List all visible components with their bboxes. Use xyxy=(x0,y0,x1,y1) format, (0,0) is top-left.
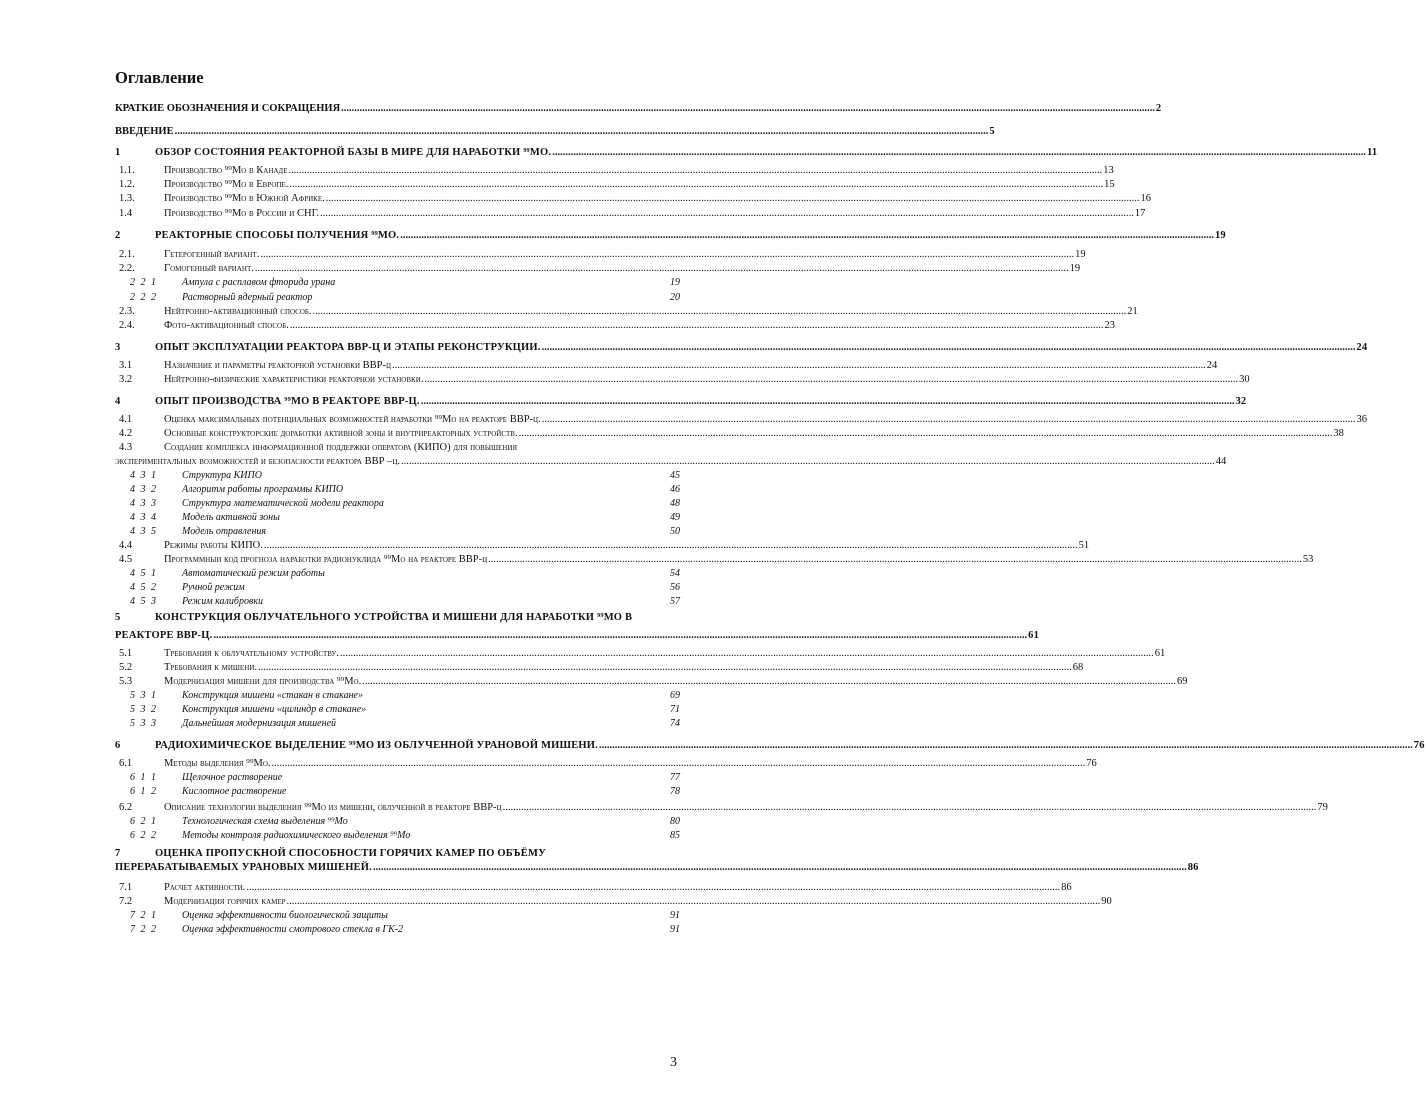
toc-entry-page: 76 xyxy=(1086,758,1097,769)
toc-entry-page: 51 xyxy=(1078,540,1090,551)
toc-entry-title: экспериментальных возможностей и безопасности реактора ВВР –ц. xyxy=(115,456,400,467)
toc-entry-number: 6 2 2 xyxy=(130,830,158,841)
toc-entry-page: 56 xyxy=(670,582,680,593)
toc-entry-title: Создание комплекса информационной поддержки оператора (КИПО) для повышения xyxy=(164,442,518,453)
toc-entry-number: 6 1 1 xyxy=(130,772,158,783)
toc-entry-title: Программныи код прогноза наработки радионуклида ⁹⁹Мо на реакторе ВВР-ц xyxy=(164,554,488,565)
toc-entry-number: 7 2 1 xyxy=(130,910,158,921)
toc-entry-number: 7 2 2 xyxy=(130,924,158,935)
toc-entry-number: 2 2 1 xyxy=(130,277,158,288)
toc-entry[interactable] xyxy=(115,772,680,783)
toc-entry-title: Алгоритм работы программы КИПО xyxy=(182,484,344,495)
toc-entry[interactable] xyxy=(115,526,680,537)
leader-dots xyxy=(213,630,1027,642)
leader-dots xyxy=(290,320,1104,332)
toc-entry-title: Нейтронно-физические характеристики реакторнои установки. xyxy=(164,374,424,385)
toc-entry-number: 4 5 3 xyxy=(130,596,158,607)
toc-title: Оглавление xyxy=(115,68,204,87)
toc-entry-title: РАДИОХИМИЧЕСКОЕ ВЫДЕЛЕНИЕ ⁹⁹МО ИЗ ОБЛУЧЕННОЙ УРАНОВОЙ МИШЕНИ. xyxy=(155,740,598,751)
toc-entry-page: 57 xyxy=(670,596,680,607)
toc-entry[interactable] xyxy=(115,662,1084,674)
toc-entry-page: 11 xyxy=(1366,147,1378,158)
toc-entry-page: 32 xyxy=(1235,396,1247,407)
toc-entry-page: 24 xyxy=(1206,360,1218,371)
toc-entry-number: 6 2 1 xyxy=(130,816,158,827)
leader-dots xyxy=(542,414,1356,426)
toc-entry-number: 6 xyxy=(115,740,121,751)
toc-entry[interactable] xyxy=(115,758,1097,770)
page-number: 3 xyxy=(670,1055,677,1070)
toc-entry-title: Оценка максимальных потенциальных возможностей наработки ⁹⁹Мо на реакторе ВВР-ц. xyxy=(164,414,541,425)
toc-entry-title: Оценка эффективности биологической защиты xyxy=(182,910,388,921)
toc-entry-title: Методы контроля радиохимического выделения ⁹⁹Мо xyxy=(182,830,411,841)
toc-entry-page: 45 xyxy=(670,470,680,481)
toc-entry-page: 61 xyxy=(1028,630,1040,641)
toc-entry-title: РЕАКТОРНЫЕ СПОСОБЫ ПОЛУЧЕНИЯ ⁹⁹МО. xyxy=(155,230,400,241)
toc-entry[interactable] xyxy=(115,498,680,509)
leader-dots xyxy=(264,540,1078,552)
toc-entry-page: 13 xyxy=(1103,165,1114,176)
toc-entry[interactable] xyxy=(115,179,1115,191)
toc-entry-title: КРАТКИЕ ОБОЗНАЧЕНИЯ И СОКРАЩЕНИЯ xyxy=(115,103,341,114)
toc-entry-title: Щелочное растворение xyxy=(182,772,283,783)
toc-entry-number: 7.1 xyxy=(119,882,133,893)
toc-entry-title: ОПЫТ ПРОИЗВОДСТВА ⁹⁹МО В РЕАКТОРЕ ВВР-Ц. xyxy=(155,396,420,407)
toc-entry-page: 80 xyxy=(670,816,680,827)
toc-entry-page: 17 xyxy=(1134,208,1146,219)
leader-dots xyxy=(340,648,1154,660)
toc-entry-title: Модель отравления xyxy=(182,526,267,537)
toc-entry-number: 4 3 2 xyxy=(130,484,158,495)
toc-entry-page: 30 xyxy=(1239,374,1250,385)
toc-entry-title: Модель активной зоны xyxy=(182,512,280,523)
toc-entry-title: Назначение и параметры реакторной установки ВВР-ц xyxy=(164,360,392,371)
toc-entry-page: 86 xyxy=(1061,882,1072,893)
toc-entry-page: 54 xyxy=(670,568,680,579)
leader-dots xyxy=(255,263,1069,275)
toc-entry-title: Режим калибровки xyxy=(182,596,263,607)
leader-dots xyxy=(313,306,1127,318)
toc-entry-title: Требования к облучательному устройству. xyxy=(164,648,339,659)
leader-dots xyxy=(401,456,1215,468)
toc-entry-title: Гетерогенный вариант. xyxy=(164,249,260,260)
leader-dots xyxy=(272,758,1086,770)
leader-dots xyxy=(288,165,1102,177)
toc-entry[interactable] xyxy=(115,862,1199,874)
toc-entry-page: 19 xyxy=(1214,230,1226,241)
toc-entry-number: 7 xyxy=(115,848,121,859)
toc-entry-number: 4.5 xyxy=(119,554,133,565)
toc-entry-number: 4 3 1 xyxy=(130,470,158,481)
toc-entry-page: 90 xyxy=(1101,896,1112,907)
toc-entry-page: 69 xyxy=(1176,676,1188,687)
toc-entry-number: 6.2 xyxy=(119,802,133,813)
toc-entry-title: Нейтронно-активационный способ. xyxy=(164,306,312,317)
toc-entry[interactable] xyxy=(115,718,680,729)
toc-entry-title: Режимы работы КИПО. xyxy=(164,540,263,551)
toc-entry-number: 4 3 3 xyxy=(130,498,158,509)
toc-entry-title: ОЦЕНКА ПРОПУСКНОЙ СПОСОБНОСТИ ГОРЯЧИХ КАМЕР ПО ОБЪЁМУ xyxy=(155,848,546,859)
toc-entry[interactable] xyxy=(115,193,1151,205)
toc-entry-number: 1.3. xyxy=(119,193,135,204)
toc-entry[interactable] xyxy=(115,342,1368,354)
leader-dots xyxy=(424,374,1238,386)
toc-entry-title: Структура математической модели реактора xyxy=(182,498,384,509)
toc-entry-page: 49 xyxy=(670,512,680,523)
toc-entry-number: 4 3 5 xyxy=(130,526,158,537)
leader-dots xyxy=(373,862,1187,874)
toc-entry[interactable] xyxy=(115,374,1250,386)
toc-entry-title: Методы выделения ⁹⁹Мо. xyxy=(164,758,271,769)
toc-entry[interactable] xyxy=(115,230,1226,242)
toc-entry-title: Требования к мишени. xyxy=(164,662,257,673)
toc-entry[interactable] xyxy=(115,428,1344,440)
toc-entry[interactable] xyxy=(115,740,1425,752)
toc-entry[interactable] xyxy=(115,126,995,138)
toc-entry-page: 76 xyxy=(1413,740,1425,751)
toc-entry[interactable] xyxy=(115,249,1086,261)
toc-entry-page: 5 xyxy=(989,126,995,137)
toc-entry-title: Производство ⁹⁹Мо в России и СНГ. xyxy=(164,208,320,219)
toc-entry-number: 4.2 xyxy=(119,428,133,439)
leader-dots xyxy=(260,249,1074,261)
leader-dots xyxy=(542,342,1356,354)
toc-entry-title: КОНСТРУКЦИЯ ОБЛУЧАТЕЛЬНОГО УСТРОЙСТВА И МИШЕНИ ДЛЯ НАРАБОТКИ ⁹⁹МО В xyxy=(155,612,633,623)
toc-entry-number: 3.1 xyxy=(119,360,133,371)
toc-entry-number: 5 3 2 xyxy=(130,704,158,715)
toc-entry[interactable] xyxy=(115,360,1218,372)
toc-entry-title: Конструкция мишени «цилиндр в стакане» xyxy=(182,704,367,715)
toc-entry-page: 2 xyxy=(1155,103,1162,114)
toc-entry-page: 19 xyxy=(1069,263,1081,274)
toc-entry-number: 4.1 xyxy=(119,414,133,425)
toc-entry-number: 5.2 xyxy=(119,662,133,673)
toc-entry[interactable] xyxy=(115,165,1114,177)
leader-dots xyxy=(326,193,1140,205)
toc-entry[interactable] xyxy=(115,484,680,495)
toc-entry-number: 4 3 4 xyxy=(130,512,158,523)
toc-entry[interactable] xyxy=(115,612,680,624)
toc-entry-page: 15 xyxy=(1104,179,1115,190)
toc-entry-title: Ампула с расплавом фторида урана xyxy=(182,277,336,288)
toc-entry-title: Оценка эффективности смотрового стекла в ГК-2 xyxy=(182,924,404,935)
toc-entry-number: 1.2. xyxy=(119,179,135,190)
toc-entry[interactable] xyxy=(115,568,680,579)
toc-entry-title: Конструкция мишени «стакан в стакане» xyxy=(182,690,363,701)
toc-entry[interactable] xyxy=(115,263,1081,275)
toc-entry-number: 1.4 xyxy=(119,208,133,219)
toc-entry[interactable] xyxy=(115,396,1247,408)
toc-entry-number: 2 xyxy=(115,230,121,241)
toc-entry[interactable] xyxy=(115,630,1040,642)
toc-entry-title: ВВЕДЕНИЕ xyxy=(115,126,174,137)
toc-entry[interactable] xyxy=(115,277,680,288)
leader-dots xyxy=(599,740,1413,752)
toc-entry-title: Модернизация мишени для производства ⁹⁹Мо. xyxy=(164,676,362,687)
toc-entry-title: Гомогенный вариант. xyxy=(164,263,254,274)
leader-dots xyxy=(519,428,1333,440)
toc-entry[interactable] xyxy=(115,208,1146,220)
toc-entry-page: 77 xyxy=(670,772,680,783)
toc-entry[interactable] xyxy=(115,924,680,935)
toc-entry-number: 3.2 xyxy=(119,374,133,385)
toc-entry-title: Описание технологии выделения ⁹⁹Мо из мишени, облученной в реакторе ВВР-ц xyxy=(164,802,502,813)
toc-entry-title: Модернизация горячих камер xyxy=(164,896,286,907)
toc-entry[interactable] xyxy=(115,848,680,860)
toc-entry-number: 4.3 xyxy=(119,442,133,453)
toc-entry-page: 19 xyxy=(1075,249,1086,260)
toc-entry-title: ПЕРЕРАБАТЫВАЕМЫХ УРАНОВЫХ МИШЕНЕЙ. xyxy=(115,862,372,873)
toc-entry[interactable] xyxy=(115,147,1378,159)
toc-entry-number: 2.1. xyxy=(119,249,135,260)
toc-entry-page: 53 xyxy=(1302,554,1314,565)
toc-entry[interactable] xyxy=(115,442,680,454)
toc-entry[interactable] xyxy=(115,676,1188,688)
leader-dots xyxy=(341,103,1155,115)
toc-entry-title: Расчет активности. xyxy=(164,882,246,893)
toc-entry-page: 50 xyxy=(670,526,680,537)
toc-entry-page: 38 xyxy=(1333,428,1344,439)
toc-entry-page: 36 xyxy=(1356,414,1367,425)
leader-dots xyxy=(320,208,1134,220)
toc-entry-title: Ручной режим xyxy=(182,582,245,593)
toc-entry[interactable] xyxy=(115,786,680,797)
toc-entry-page: 78 xyxy=(670,786,680,797)
leader-dots xyxy=(287,896,1101,908)
toc-entry-title: РЕАКТОРЕ ВВР-Ц. xyxy=(115,630,213,641)
toc-entry-number: 5.1 xyxy=(119,648,133,659)
leader-dots xyxy=(289,179,1103,191)
toc-entry-number: 5 xyxy=(115,612,121,623)
toc-entry[interactable] xyxy=(115,306,1138,318)
leader-dots xyxy=(503,802,1317,814)
leader-dots xyxy=(258,662,1072,674)
toc-entry-page: 19 xyxy=(670,277,680,288)
toc-entry-number: 2.4. xyxy=(119,320,135,331)
toc-entry[interactable] xyxy=(115,896,1112,908)
toc-entry[interactable] xyxy=(115,690,680,701)
toc-entry-page: 48 xyxy=(670,498,680,509)
toc-entry-number: 3 xyxy=(115,342,121,353)
toc-entry[interactable] xyxy=(115,103,1162,115)
leader-dots xyxy=(400,230,1214,242)
toc-entry[interactable] xyxy=(115,910,680,921)
toc-entry-title: Дальнейшая модернизация мишеней xyxy=(182,718,337,729)
toc-entry[interactable] xyxy=(115,470,680,481)
toc-entry-title: Основные конструкторские доработки активной зоны и внутриреакторных устройств. xyxy=(164,428,518,439)
toc-entry-title: Производство ⁹⁹Мо в Канаде xyxy=(164,165,288,176)
leader-dots xyxy=(421,396,1235,408)
toc-entry-number: 5 3 1 xyxy=(130,690,158,701)
toc-entry-number: 6 1 2 xyxy=(130,786,158,797)
toc-entry-number: 2.2. xyxy=(119,263,135,274)
toc-entry-number: 1.1. xyxy=(119,165,135,176)
toc-entry[interactable] xyxy=(115,414,1367,426)
toc-entry[interactable] xyxy=(115,582,680,593)
toc-entry-page: 44 xyxy=(1215,456,1227,467)
toc-entry-page: 46 xyxy=(670,484,680,495)
toc-entry-title: Производство ⁹⁹Мо в Европе. xyxy=(164,179,289,190)
toc-entry-page: 61 xyxy=(1154,648,1166,659)
toc-entry-number: 5.3 xyxy=(119,676,133,687)
toc-entry-title: Автоматический режим работы xyxy=(182,568,325,579)
leader-dots xyxy=(246,882,1060,894)
toc-entry[interactable] xyxy=(115,554,1314,566)
toc-entry-title: ОПЫТ ЭКСПЛУАТАЦИИ РЕАКТОРА ВВР-Ц И ЭТАПЫ РЕКОНСТРУКЦИИ. xyxy=(155,342,541,353)
toc-entry-number: 1 xyxy=(115,147,121,158)
toc-entry-page: 85 xyxy=(670,830,680,841)
toc-entry[interactable] xyxy=(115,512,680,523)
toc-entry[interactable] xyxy=(115,830,680,841)
toc-entry-page: 79 xyxy=(1317,802,1328,813)
toc-entry[interactable] xyxy=(115,882,1072,894)
toc-entry-page: 16 xyxy=(1140,193,1151,204)
toc-entry-number: 4 xyxy=(115,396,121,407)
leader-dots xyxy=(362,676,1176,688)
toc-entry-page: 71 xyxy=(670,704,680,715)
toc-entry-page: 23 xyxy=(1104,320,1115,331)
toc-entry-page: 69 xyxy=(670,690,680,701)
toc-entry-number: 4.4 xyxy=(119,540,133,551)
toc-entry[interactable] xyxy=(115,802,1328,814)
leader-dots xyxy=(175,126,989,138)
toc-entry[interactable] xyxy=(115,596,680,607)
leader-dots xyxy=(552,147,1366,159)
leader-dots xyxy=(392,360,1206,372)
toc-entry-title: Производство ⁹⁹Мо в Южной Африке. xyxy=(164,193,325,204)
toc-entry-page: 24 xyxy=(1356,342,1368,353)
toc-entry-page: 20 xyxy=(670,292,680,303)
toc-entry-title: ОБЗОР СОСТОЯНИЯ РЕАКТОРНОЙ БАЗЫ В МИРЕ ДЛЯ НАРАБОТКИ ⁹⁹МО. xyxy=(155,147,552,158)
toc-entry[interactable] xyxy=(115,704,680,715)
toc-entry-page: 86 xyxy=(1187,862,1199,873)
toc-entry-page: 21 xyxy=(1127,306,1138,317)
toc-entry[interactable] xyxy=(115,540,1090,552)
toc-entry-title: Фото-активационный способ. xyxy=(164,320,289,331)
toc-entry-title: Технологическая схема выделения ⁹⁹Мо xyxy=(182,816,348,827)
toc-entry-title: Кислотное растворение xyxy=(182,786,287,797)
toc-entry[interactable] xyxy=(115,320,1115,332)
toc-entry-number: 2.3. xyxy=(119,306,135,317)
toc-entry[interactable] xyxy=(115,456,1227,468)
toc-entry-title: Растворный ядерный реактор xyxy=(182,292,313,303)
toc-entry-number: 4 5 2 xyxy=(130,582,158,593)
toc-entry-page: 68 xyxy=(1072,662,1084,673)
toc-entry-number: 4 5 1 xyxy=(130,568,158,579)
toc-entry-title: Структура КИПО xyxy=(182,470,262,481)
toc-entry-page: 91 xyxy=(670,924,680,935)
toc-entry-page: 91 xyxy=(670,910,680,921)
toc-entry-number: 5 3 3 xyxy=(130,718,158,729)
toc-entry[interactable] xyxy=(115,648,1166,660)
leader-dots xyxy=(488,554,1302,566)
toc-entry-number: 6.1 xyxy=(119,758,133,769)
toc-entry[interactable] xyxy=(115,292,680,303)
toc-entry-page: 74 xyxy=(670,718,680,729)
toc-entry-number: 7.2 xyxy=(119,896,133,907)
toc-entry-number: 2 2 2 xyxy=(130,292,158,303)
toc-entry[interactable] xyxy=(115,816,680,827)
